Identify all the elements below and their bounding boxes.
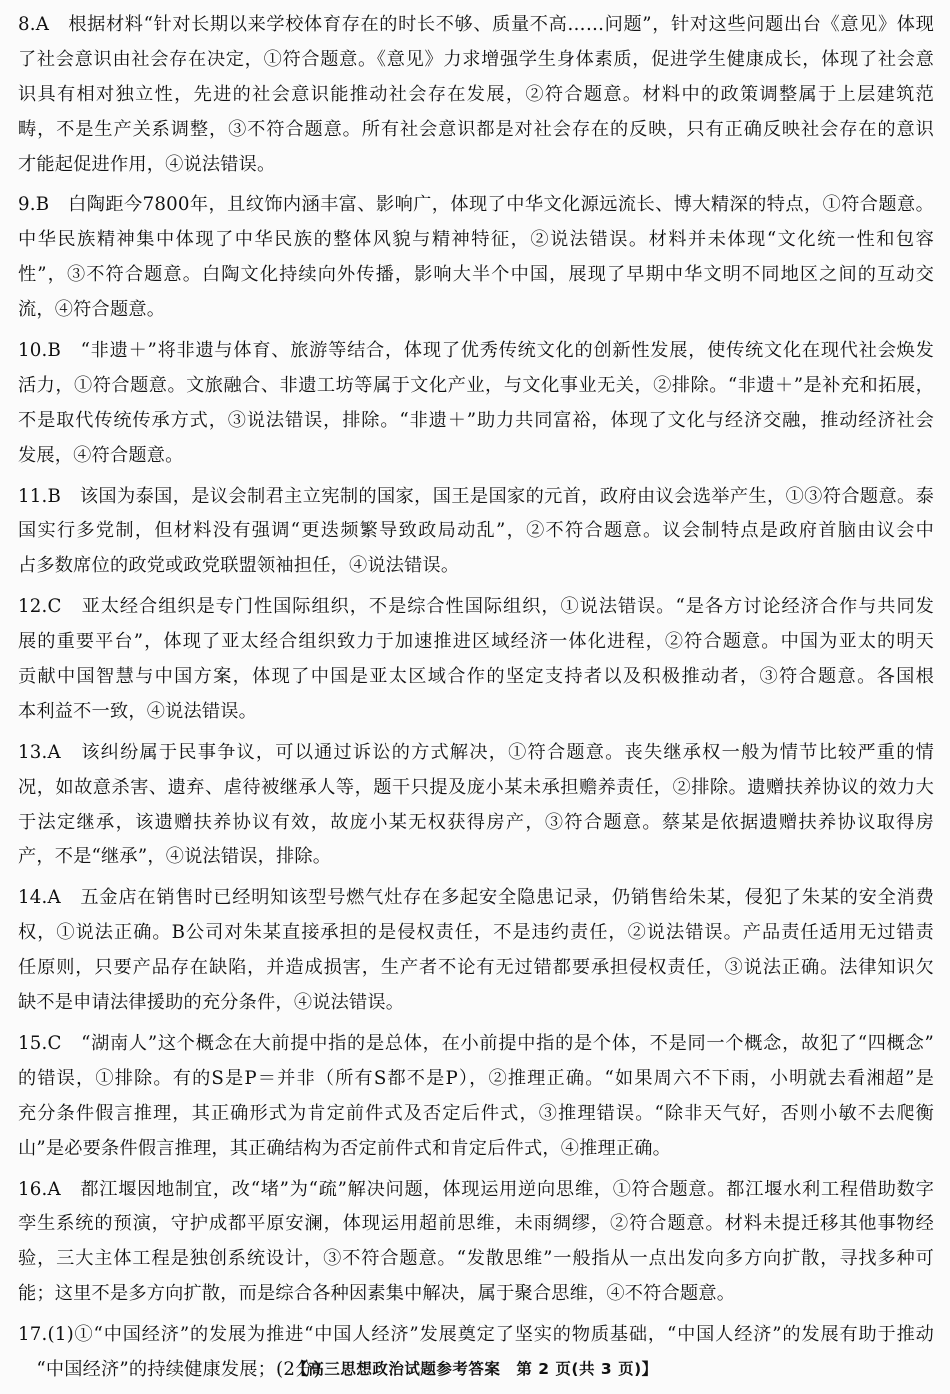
text-line: 不是取代传统传承方式，③说法错误，排除。“非遗＋”助力共同富裕，体现了文化与经济交融，推动经济社会 [18,409,934,431]
text-line: 孪生系统的预演，守护成都平原安澜，体现运用超前思维，未雨绸缪，②符合题意。材料未提迁移其他事物经 [18,1213,934,1235]
text-line: 11.B 该国为泰国，是议会制君主立宪制的国家，国王是国家的元首，政府由议会选举产生，①③符合题意。泰 [18,485,934,507]
text-line: 权，①说法正确。B公司对朱某直接承担的是侵权责任，不是违约责任，②说法错误。产品责任适用无过错责 [18,922,934,944]
text-line: 产，不是“继承”，④说法错误，排除。 [18,846,332,868]
text-line: 本利益不一致，④说法错误。 [18,700,258,722]
text-line: 展的重要平台”，体现了亚太经合组织致力于加速推进区域经济一体化进程，②符合题意。中国为亚太的明天 [18,631,934,653]
answers-container [18,8,934,1394]
text-line: 充分条件假言推理，其正确形式为肯定前件式及否定后件式，③推理错误。“除非天气好，否则小敏不去爬衡 [18,1102,934,1124]
text-line: 任原则，只要产品存在缺陷，并造成损害，生产者不论有无过错都要承担侵权责任，③说法正确。法律知识欠 [18,957,934,979]
text-line: 15.C “湖南人”这个概念在大前提中指的是总体，在小前提中指的是个体，不是同一个概念，故犯了“四概念” [18,1032,934,1054]
text-line: 验，三大主体工程是独创系统设计，③不符合题意。“发散思维”一般指从一点出发向多方向扩散，寻找多种可 [18,1248,934,1270]
text-line: 于法定继承，该遗赠扶养协议有效，故庞小某无权获得房产，③符合题意。蔡某是依据遗赠扶养协议取得房 [18,811,934,833]
text-line: 缺不是申请法律援助的充分条件，④说法错误。 [18,992,405,1014]
answer-item-10 [18,334,934,474]
text-line: 的错误，①排除。有的S是P＝并非（所有S都不是P），②推理正确。“如果周六不下雨，小明就去看湘超”是 [18,1067,934,1089]
text-line: 能；这里不是多方向扩散，而是综合各种因素集中解决，属于聚合思维，④不符合题意。 [18,1283,736,1305]
answer-item-9 [18,188,934,328]
text-line: 14.A 五金店在销售时已经明知该型号燃气灶存在多起安全隐患记录，仍销售给朱某，侵犯了朱某的安全消费 [18,887,934,909]
text-line: 12.C 亚太经合组织是专门性国际组织，不是综合性国际组织，①说法错误。“是各方讨论经济合作与共同发 [18,596,934,618]
text-line: 8.A 根据材料“针对长期以来学校体育存在的时长不够、质量不高……问题”，针对这些问题出台《意见》体现 [18,14,934,35]
text-line: 了社会意识由社会存在决定，①符合题意。《意见》力求增强学生身体素质，促进学生健康成长，体现了社会意 [18,48,934,70]
answer-item-16 [18,1173,934,1313]
answer-item-13 [18,736,934,876]
answer-item-8 [18,8,934,182]
text-line: 贡献中国智慧与中国方案，体现了中国是亚太区域合作的坚定支持者以及积极推动者，③符合题意。各国根 [18,666,934,688]
answer-item-15 [18,1027,934,1167]
answer-item-11 [18,480,934,585]
text-line: 中华民族精神集中体现了中华民族的整体风貌与精神特征，②说法错误。材料并未体现“文化统一性和包容 [18,229,934,251]
text-line: 识具有相对独立性，先进的社会意识能推动社会存在发展，②符合题意。材料中的政策调整属于上层建筑范 [18,83,934,105]
text-line: 况，如故意杀害、遗弃、虐待被继承人等，题干只提及庞小某未承担赡养责任，②排除。遗赠扶养协议的效力大 [18,776,934,798]
text-line: 16.A 都江堰因地制宜，改“堵”为“疏”解决问题，体现运用逆向思维，①符合题意。都江堰水利工程借助数字 [18,1178,934,1200]
page-footer: 【高三思想政治试题参考答案 第 2 页(共 3 页)】 [292,1360,658,1378]
text-line: 活力，①符合题意。文旅融合、非遗工坊等属于文化产业，与文化事业无关，②排除。“非遗＋”是补充和拓展， [18,374,934,396]
text-line: “中国经济”的持续健康发展；(2分) [18,1358,321,1380]
text-line: 性”，③不符合题意。白陶文化持续向外传播，影响大半个中国，展现了早期中华文明不同地区之间的互动交 [18,264,934,286]
text-line: 山”是必要条件假言推理，其正确结构为否定前件式和肯定后件式，④推理正确。 [18,1137,672,1159]
text-line: 畴，不是生产关系调整，③不符合题意。所有社会意识都是对社会存在的反映，只有正确反映社会存在的意识 [18,118,934,140]
text-line: 13.A 该纠纷属于民事争议，可以通过诉讼的方式解决，①符合题意。丧失继承权一般为情节比较严重的情 [18,741,934,763]
text-line: 占多数席位的政党或政党联盟领袖担任，④说法错误。 [18,555,460,577]
text-line: 国实行多党制，但材料没有强调“更迭频繁导致政局动乱”，②不符合题意。议会制特点是政府首脑由议会中 [18,520,934,542]
text-line: 流，④符合题意。 [18,299,166,321]
text-line: 17.(1)①“中国经济”的发展为推进“中国人经济”发展奠定了坚实的物质基础，“中国人经济”的发展有助于推动 [18,1324,934,1346]
text-line: 10.B “非遗＋”将非遗与体育、旅游等结合，体现了优秀传统文化的创新性发展，使传统文化在现代社会焕发 [18,340,934,362]
text-line: 9.B 白陶距今7800年，且纹饰内涵丰富、影响广，体现了中华文化源远流长、博大精深的特点，①符合题意。 [18,194,934,216]
text-line: 发展，④符合题意。 [18,444,184,466]
answer-item-12 [18,590,934,730]
text-line: 才能起促进作用，④说法错误。 [18,153,276,175]
answer-item-14 [18,881,934,1021]
